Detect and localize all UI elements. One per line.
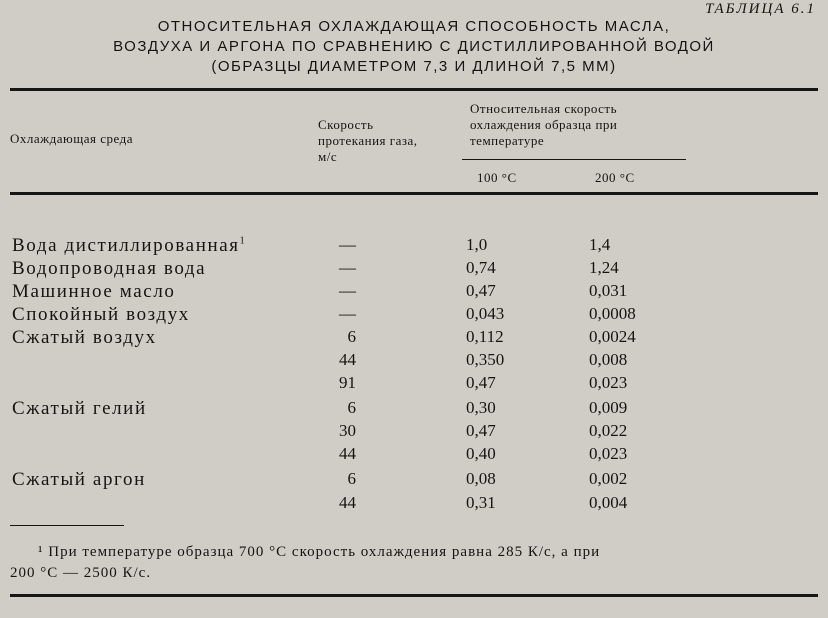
row-speed: 6 (347, 327, 356, 346)
row-speed: — (339, 281, 356, 300)
row-speed: 6 (347, 469, 356, 488)
row-value-200: 0,023 (589, 373, 628, 392)
table-title-line-1: ОТНОСИТЕЛЬНАЯ ОХЛАЖДАЮЩАЯ СПОСОБНОСТЬ МАСЛА, (157, 18, 671, 35)
row-value-200: 0,031 (589, 281, 628, 300)
row-speed: 44 (339, 493, 356, 512)
row-value-200: 0,004 (589, 493, 628, 512)
table-title-line-3: (ОБРАЗЦЫ ДИАМЕТРОМ 7,3 И ДЛИНОЙ 7,5 ММ) (211, 58, 617, 75)
row-name: Сжатый аргон (12, 469, 146, 490)
row-value-100: 0,112 (466, 327, 504, 346)
bottom-rule (10, 594, 818, 597)
header-temp-100: 100 °С (477, 170, 517, 185)
header-medium: Охлаждающая среда (10, 131, 133, 146)
row-value-200: 0,002 (589, 469, 628, 488)
row-value-100: 1,0 (466, 235, 488, 254)
row-speed: — (339, 258, 356, 277)
row-name: Водопроводная вода (12, 258, 207, 279)
row-value-100: 0,31 (466, 493, 496, 512)
footnote-line-2: 200 °С — 2500 К/с. (10, 565, 152, 581)
row-speed: 44 (339, 350, 356, 369)
footnote-marker: 1 (239, 235, 247, 247)
row-value-200: 1,4 (589, 235, 611, 254)
row-value-200: 0,023 (589, 444, 628, 463)
row-speed: — (339, 304, 356, 323)
row-value-100: 0,74 (466, 258, 496, 277)
table-title-line-2: ВОЗДУХА И АРГОНА ПО СРАВНЕНИЮ С ДИСТИЛЛИРОВАННОЙ ВОДОЙ (113, 38, 715, 55)
top-rule (10, 88, 818, 91)
row-value-100: 0,40 (466, 444, 496, 463)
row-speed: 91 (339, 373, 356, 392)
footnote-line-1: ¹ При температуре образца 700 °С скорость охлаждения равна 285 К/с, а при (38, 544, 601, 560)
row-name: Машинное масло (12, 281, 176, 302)
header-speed: Скорость протекания газа, м/с (318, 117, 418, 164)
row-speed: 30 (339, 421, 356, 440)
row-value-200: 0,008 (589, 350, 628, 369)
row-value-100: 0,47 (466, 373, 496, 392)
row-value-100: 0,350 (466, 350, 505, 369)
row-name: Спокойный воздух (12, 304, 190, 325)
row-name: Сжатый гелий (12, 398, 147, 419)
row-name: Сжатый воздух (12, 327, 157, 348)
row-value-100: 0,08 (466, 469, 496, 488)
row-value-200: 0,0008 (589, 304, 636, 323)
row-name: Вода дистиллированная$^1$ (12, 235, 247, 256)
row-speed: 6 (347, 398, 356, 417)
row-value-200: 0,022 (589, 421, 628, 440)
row-value-200: 0,009 (589, 398, 628, 417)
header-rule (10, 192, 818, 195)
row-value-100: 0,30 (466, 398, 496, 417)
header-rate: Относительная скорость охлаждения образца при температуре (470, 101, 618, 148)
row-speed: 44 (339, 444, 356, 463)
row-value-100: 0,043 (466, 304, 505, 323)
header-subrule (462, 159, 686, 160)
table-label: ТАБЛИЦА 6.1 (705, 1, 816, 17)
header-temp-200: 200 °С (595, 170, 635, 185)
row-value-100: 0,47 (466, 281, 496, 300)
row-value-200: 0,0024 (589, 327, 636, 346)
row-value-100: 0,47 (466, 421, 496, 440)
row-speed: — (339, 235, 356, 254)
footnote-rule (10, 525, 124, 526)
row-value-200: 1,24 (589, 258, 619, 277)
